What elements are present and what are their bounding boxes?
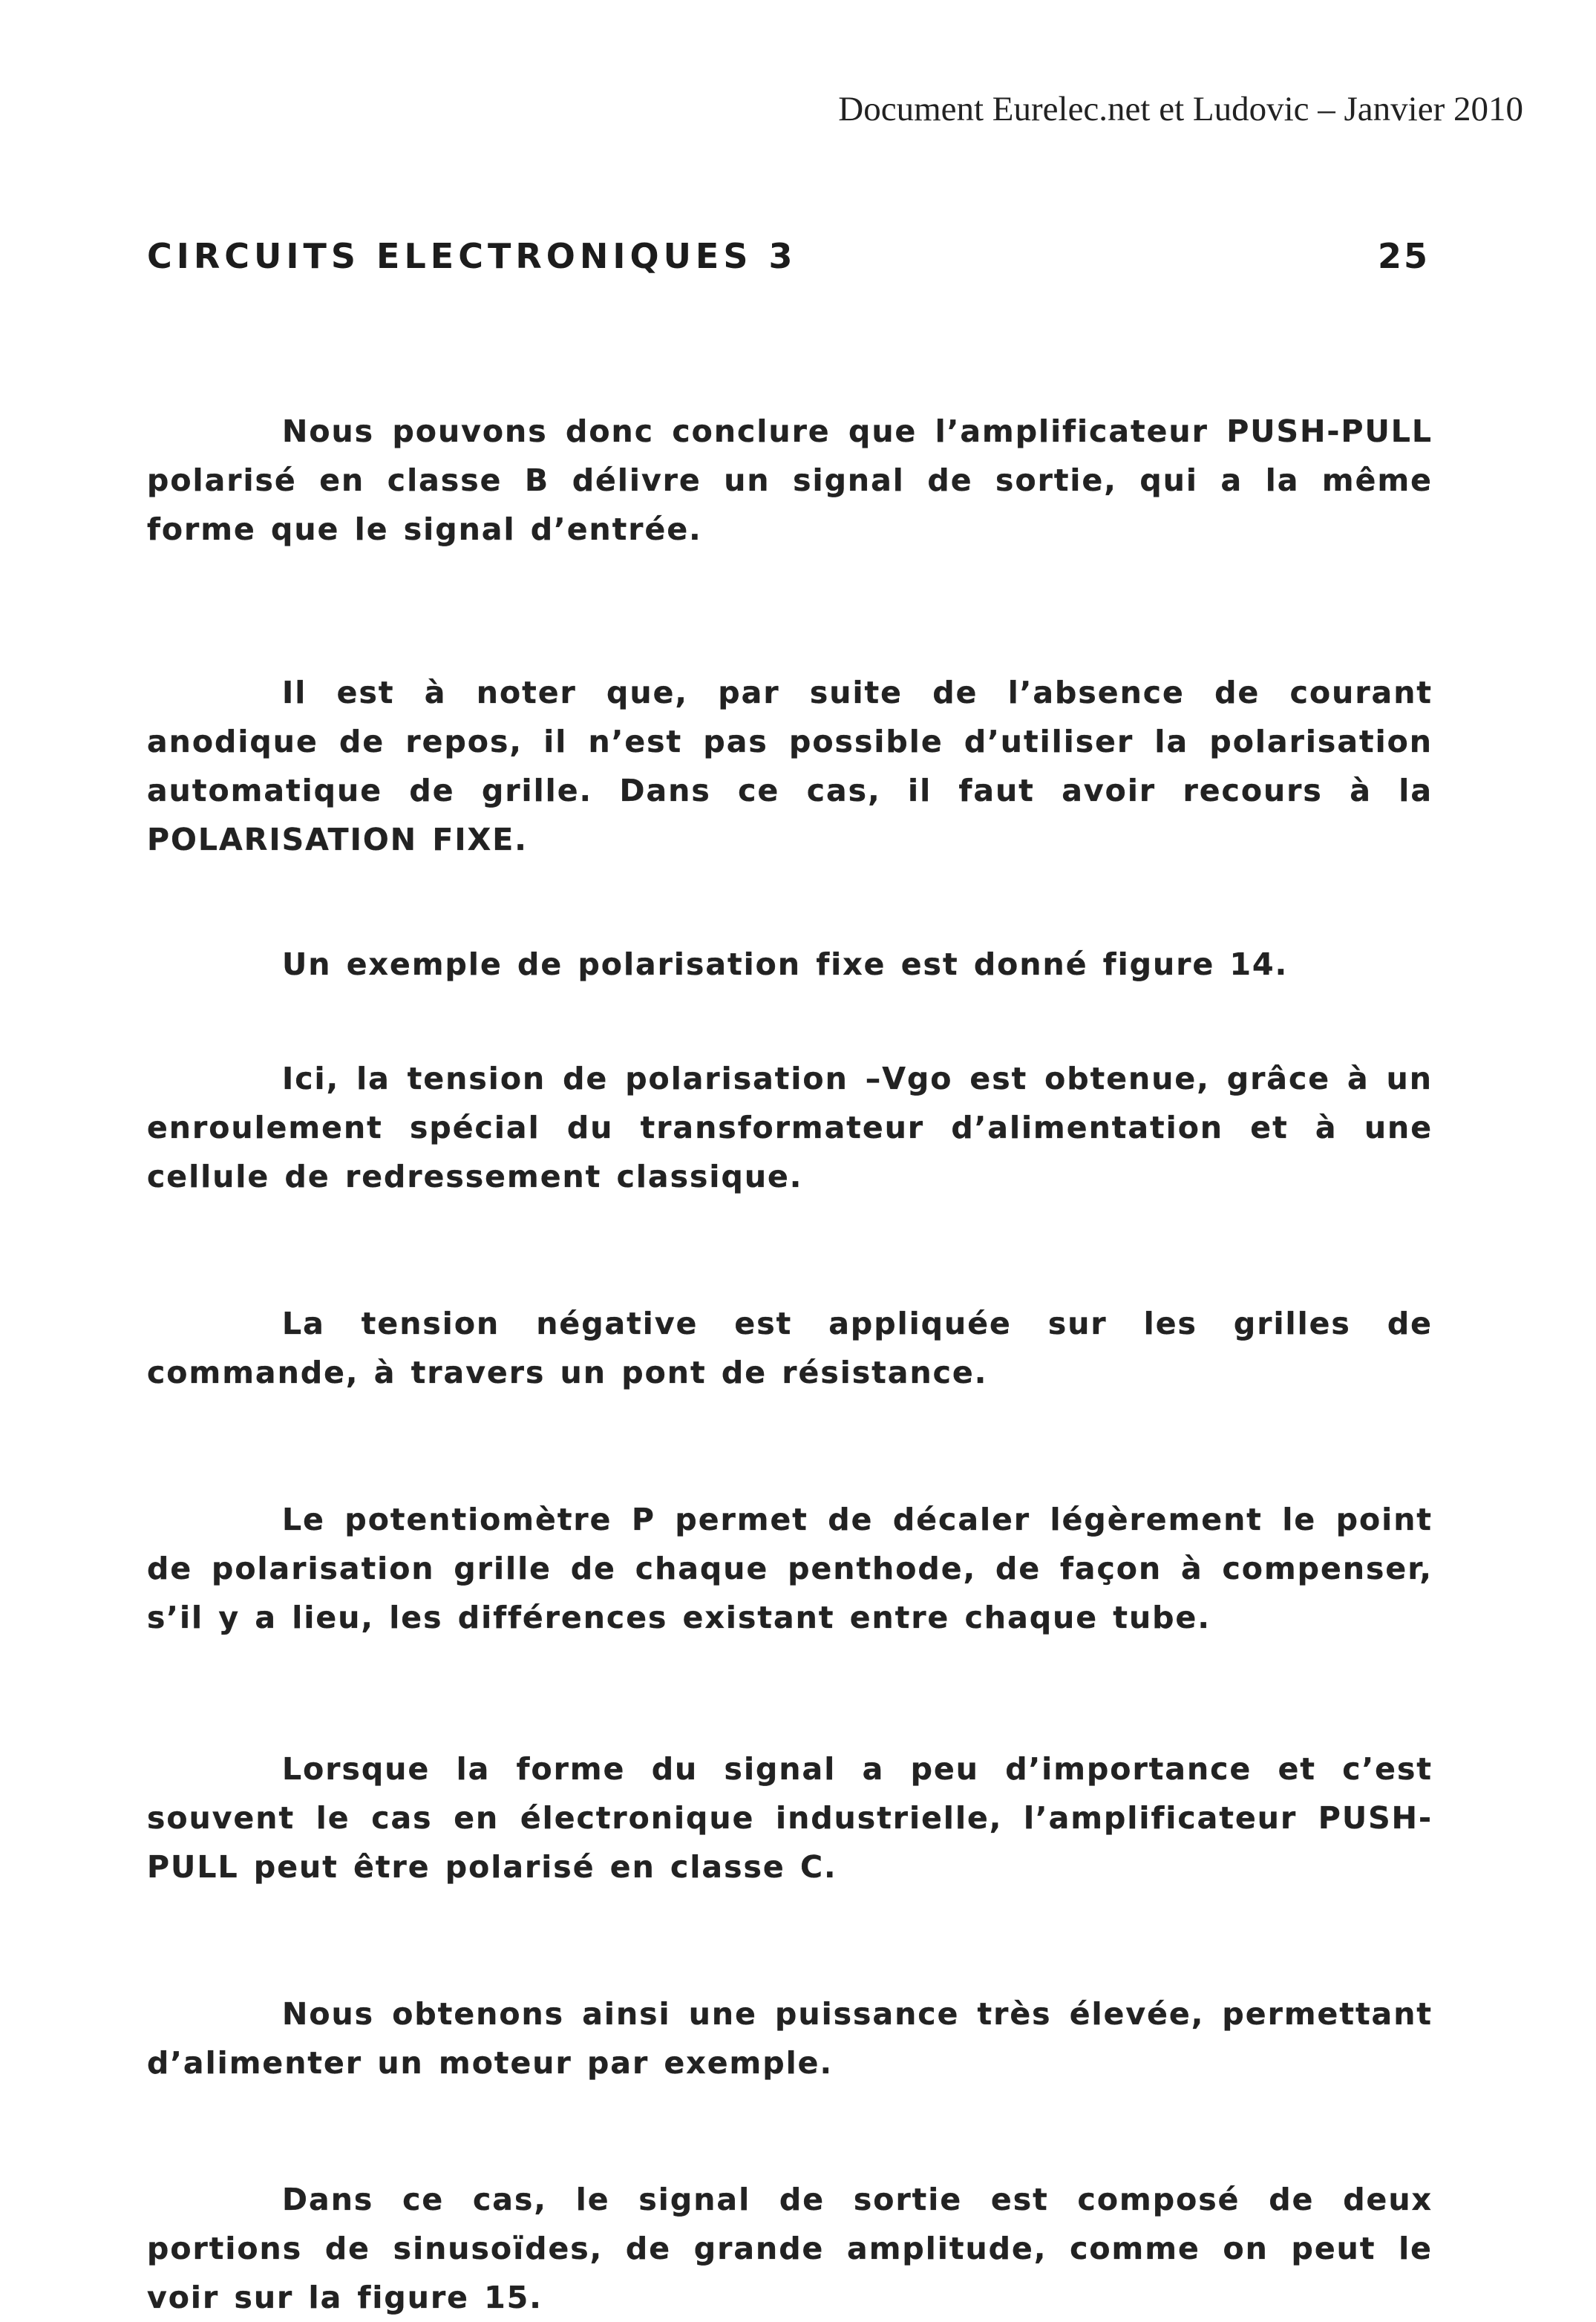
page-header xyxy=(147,236,1430,276)
paragraph: La tension négative est appliquée sur les grilles de commande, à travers un pont de résistance. xyxy=(147,1306,1433,1390)
paragraph: Nous pouvons donc conclure que l’amplificateur PUSH-PULL polarisé en classe B délivre un signal de sortie, qui a la même forme que le signal d’entrée. xyxy=(147,413,1433,547)
paragraph: Un exemple de polarisation fixe est donné figure 14. xyxy=(282,946,1289,982)
chapter-title: CIRCUITS ELECTRONIQUES 3 xyxy=(147,236,797,276)
paragraph: Il est à noter que, par suite de l’absence de courant anodique de repos, il n’est pas possible d’utiliser la polarisation automatique de grille. Dans ce cas, il faut avoir recours à la POLARISATION FIXE. xyxy=(147,675,1433,857)
paragraph: Nous obtenons ainsi une puissance très élevée, permettant d’alimenter un moteur par exemple. xyxy=(147,1996,1433,2081)
page-number: 25 xyxy=(1377,236,1430,276)
body-text xyxy=(147,407,1433,2322)
document-watermark: Document Eurelec.net et Ludovic – Janvier 2010 xyxy=(838,90,1523,128)
paragraph: Lorsque la forme du signal a peu d’importance et c’est souvent le cas en électronique industrielle, l’amplificateur PUSH-PULL peut être polarisé en classe C. xyxy=(147,1751,1433,1885)
paragraph: Dans ce cas, le signal de sortie est composé de deux portions de sinusoïdes, de grande amplitude, comme on peut le voir sur la figure 15. xyxy=(147,2182,1433,2315)
paragraph: Ici, la tension de polarisation –Vgo est obtenue, grâce à un enroulement spécial du transformateur d’alimentation et à une cellule de redressement classique. xyxy=(147,1061,1433,1194)
paragraph: Le potentiomètre P permet de décaler légèrement le point de polarisation grille de chaque penthode, de façon à compenser, s’il y a lieu, les différences existant entre chaque tube. xyxy=(147,1502,1433,1635)
